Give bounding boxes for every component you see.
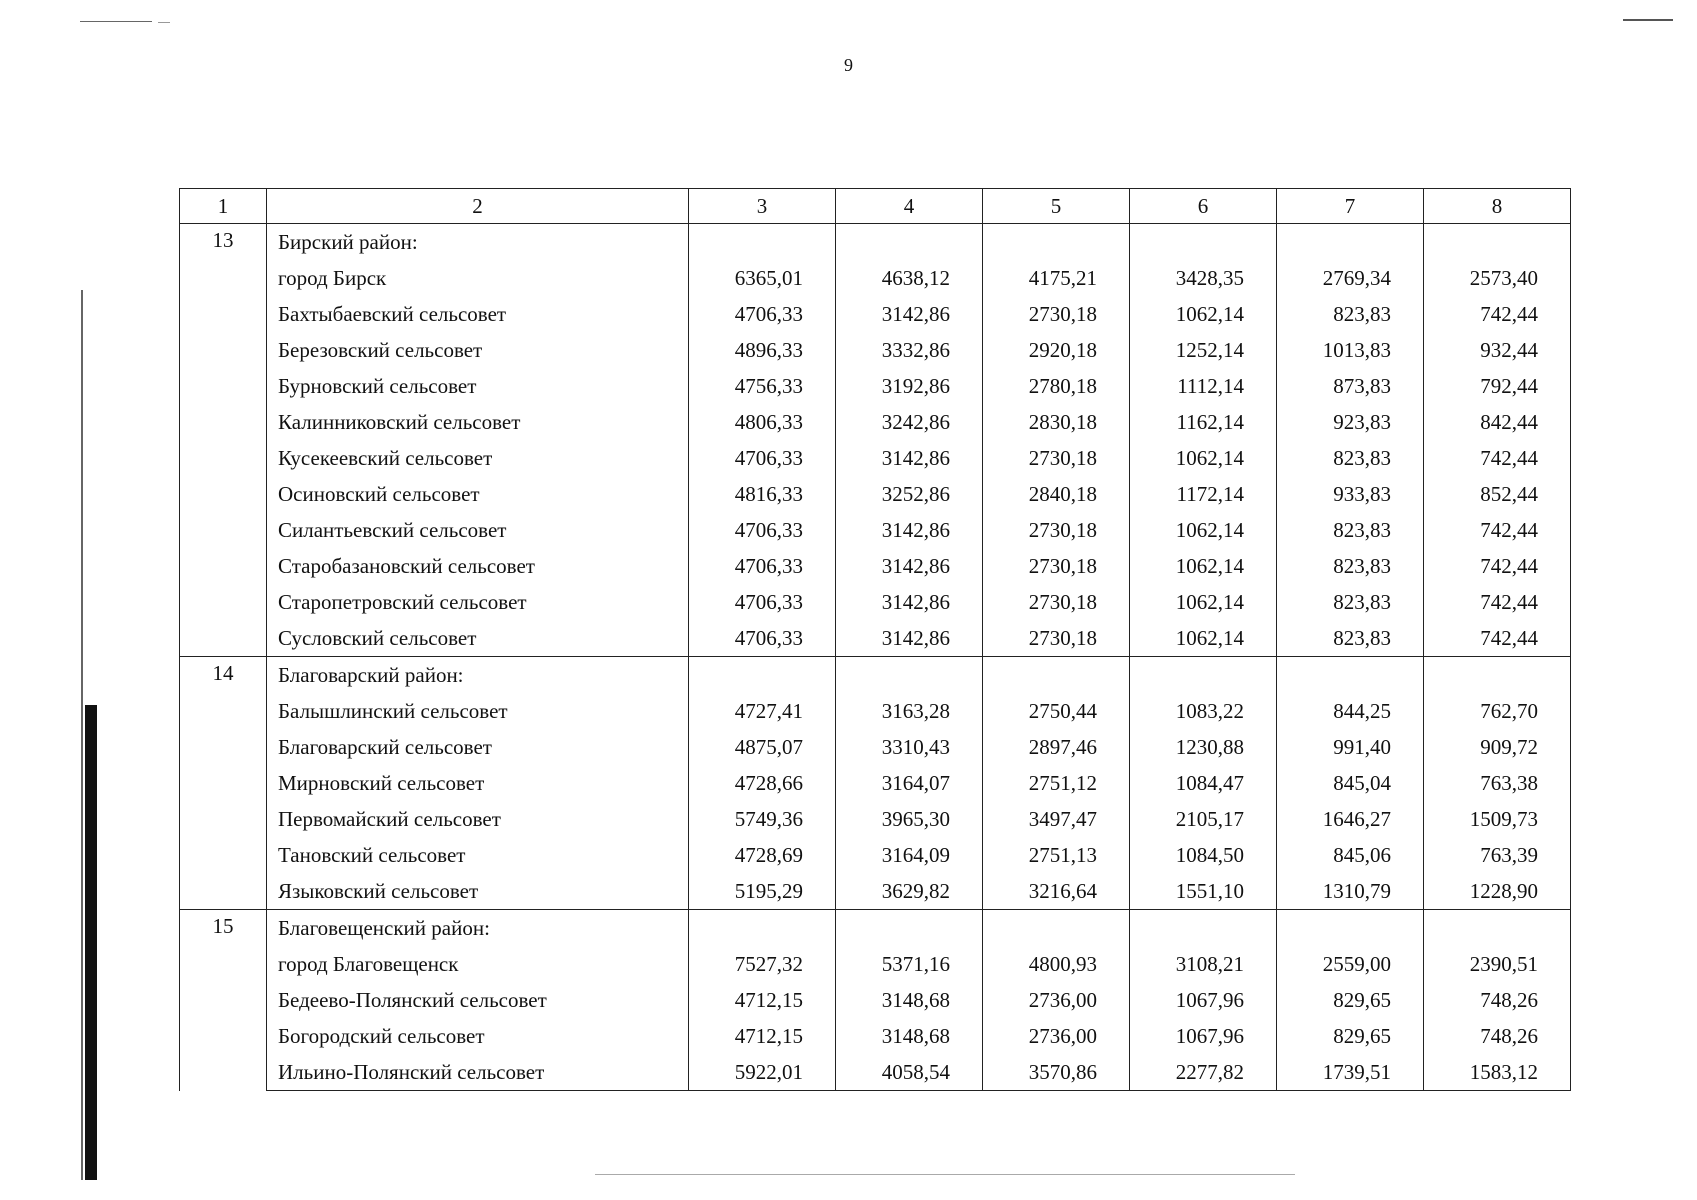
value-cell: 4058,54 — [836, 1054, 983, 1091]
table-row — [180, 729, 1571, 765]
empty-cell — [689, 910, 836, 947]
settlement-name: город Бирск — [267, 260, 689, 296]
value-cell: 845,06 — [1277, 837, 1424, 873]
empty-cell — [1424, 657, 1571, 694]
value-cell: 3570,86 — [983, 1054, 1130, 1091]
value-cell: 742,44 — [1424, 296, 1571, 332]
value-cell: 823,83 — [1277, 584, 1424, 620]
district-title: Благоварский район: — [267, 657, 689, 694]
table-row — [180, 1018, 1571, 1054]
value-cell: 4712,15 — [689, 1018, 836, 1054]
settlement-name: Сусловский сельсовет — [267, 620, 689, 657]
district-title: Благовещенский район: — [267, 910, 689, 947]
value-cell: 1228,90 — [1424, 873, 1571, 910]
value-cell: 4706,33 — [689, 620, 836, 657]
value-cell: 1646,27 — [1277, 801, 1424, 837]
value-cell: 3142,86 — [836, 512, 983, 548]
table-row — [180, 512, 1571, 548]
empty-cell — [983, 224, 1130, 261]
table-row — [180, 982, 1571, 1018]
tariff-table — [179, 188, 1571, 1091]
value-cell: 3142,86 — [836, 440, 983, 476]
value-cell: 932,44 — [1424, 332, 1571, 368]
value-cell: 7527,32 — [689, 946, 836, 982]
column-header: 8 — [1424, 189, 1571, 224]
value-cell: 4806,33 — [689, 404, 836, 440]
value-cell: 763,39 — [1424, 837, 1571, 873]
value-cell: 6365,01 — [689, 260, 836, 296]
table-row — [180, 620, 1571, 657]
value-cell: 1084,47 — [1130, 765, 1277, 801]
value-cell: 2780,18 — [983, 368, 1130, 404]
value-cell: 763,38 — [1424, 765, 1571, 801]
table-row — [180, 584, 1571, 620]
value-cell: 852,44 — [1424, 476, 1571, 512]
value-cell: 3965,30 — [836, 801, 983, 837]
settlement-name: Благоварский сельсовет — [267, 729, 689, 765]
value-cell: 923,83 — [1277, 404, 1424, 440]
column-header: 3 — [689, 189, 836, 224]
value-cell: 1067,96 — [1130, 982, 1277, 1018]
table-row — [180, 296, 1571, 332]
value-cell: 762,70 — [1424, 693, 1571, 729]
value-cell: 842,44 — [1424, 404, 1571, 440]
value-cell: 1172,14 — [1130, 476, 1277, 512]
value-cell: 844,25 — [1277, 693, 1424, 729]
value-cell: 2769,34 — [1277, 260, 1424, 296]
table-row — [180, 946, 1571, 982]
table-row — [180, 548, 1571, 584]
scan-binding-edge — [85, 705, 97, 1180]
value-cell: 3142,86 — [836, 620, 983, 657]
value-cell: 2730,18 — [983, 620, 1130, 657]
district-title-row — [180, 657, 1571, 694]
value-cell: 5749,36 — [689, 801, 836, 837]
value-cell: 829,65 — [1277, 1018, 1424, 1054]
value-cell: 4712,15 — [689, 982, 836, 1018]
value-cell: 909,72 — [1424, 729, 1571, 765]
value-cell: 2920,18 — [983, 332, 1130, 368]
value-cell: 4706,33 — [689, 584, 836, 620]
value-cell: 2751,13 — [983, 837, 1130, 873]
value-cell: 4875,07 — [689, 729, 836, 765]
settlement-name: Ильино-Полянский сельсовет — [267, 1054, 689, 1091]
value-cell: 3216,64 — [983, 873, 1130, 910]
empty-cell — [1130, 910, 1277, 947]
value-cell: 845,04 — [1277, 765, 1424, 801]
value-cell: 2277,82 — [1130, 1054, 1277, 1091]
value-cell: 1583,12 — [1424, 1054, 1571, 1091]
value-cell: 823,83 — [1277, 620, 1424, 657]
table-row — [180, 260, 1571, 296]
value-cell: 3629,82 — [836, 873, 983, 910]
column-header: 6 — [1130, 189, 1277, 224]
table-row — [180, 765, 1571, 801]
empty-cell — [1277, 657, 1424, 694]
empty-cell — [689, 657, 836, 694]
scan-artifact-edge — [81, 290, 83, 1180]
district-group — [180, 657, 1571, 910]
scan-artifact-line — [1623, 19, 1673, 21]
value-cell: 4728,69 — [689, 837, 836, 873]
value-cell: 748,26 — [1424, 982, 1571, 1018]
district-group — [180, 224, 1571, 657]
value-cell: 5195,29 — [689, 873, 836, 910]
value-cell: 3428,35 — [1130, 260, 1277, 296]
value-cell: 2750,44 — [983, 693, 1130, 729]
value-cell: 823,83 — [1277, 548, 1424, 584]
value-cell: 2730,18 — [983, 584, 1130, 620]
value-cell: 3252,86 — [836, 476, 983, 512]
column-header: 2 — [267, 189, 689, 224]
value-cell: 2830,18 — [983, 404, 1130, 440]
value-cell: 792,44 — [1424, 368, 1571, 404]
value-cell: 2736,00 — [983, 1018, 1130, 1054]
value-cell: 3192,86 — [836, 368, 983, 404]
value-cell: 1062,14 — [1130, 512, 1277, 548]
settlement-name: Балышлинский сельсовет — [267, 693, 689, 729]
value-cell: 1112,14 — [1130, 368, 1277, 404]
value-cell: 2730,18 — [983, 296, 1130, 332]
value-cell: 1062,14 — [1130, 296, 1277, 332]
value-cell: 4800,93 — [983, 946, 1130, 982]
empty-cell — [1424, 910, 1571, 947]
settlement-name: Бахтыбаевский сельсовет — [267, 296, 689, 332]
empty-cell — [836, 657, 983, 694]
value-cell: 823,83 — [1277, 440, 1424, 476]
table-row — [180, 404, 1571, 440]
value-cell: 4706,33 — [689, 512, 836, 548]
value-cell: 1067,96 — [1130, 1018, 1277, 1054]
column-number-header-row — [180, 189, 1571, 224]
settlement-name: город Благовещенск — [267, 946, 689, 982]
table-row — [180, 476, 1571, 512]
value-cell: 2751,12 — [983, 765, 1130, 801]
value-cell: 4816,33 — [689, 476, 836, 512]
table-row — [180, 801, 1571, 837]
empty-cell — [1277, 910, 1424, 947]
settlement-name: Березовский сельсовет — [267, 332, 689, 368]
empty-cell — [836, 910, 983, 947]
value-cell: 1162,14 — [1130, 404, 1277, 440]
value-cell: 2390,51 — [1424, 946, 1571, 982]
value-cell: 5371,16 — [836, 946, 983, 982]
column-header: 5 — [983, 189, 1130, 224]
value-cell: 1252,14 — [1130, 332, 1277, 368]
value-cell: 2736,00 — [983, 982, 1130, 1018]
table-row — [180, 693, 1571, 729]
value-cell: 3108,21 — [1130, 946, 1277, 982]
district-title-row — [180, 910, 1571, 947]
settlement-name: Осиновский сельсовет — [267, 476, 689, 512]
value-cell: 823,83 — [1277, 296, 1424, 332]
page-number: 9 — [844, 55, 853, 75]
value-cell: 3242,86 — [836, 404, 983, 440]
settlement-name: Калинниковский сельсовет — [267, 404, 689, 440]
value-cell: 742,44 — [1424, 512, 1571, 548]
value-cell: 3497,47 — [983, 801, 1130, 837]
value-cell: 991,40 — [1277, 729, 1424, 765]
value-cell: 4727,41 — [689, 693, 836, 729]
table-row — [180, 1054, 1571, 1091]
value-cell: 2897,46 — [983, 729, 1130, 765]
value-cell: 742,44 — [1424, 584, 1571, 620]
district-number: 13 — [180, 224, 267, 657]
value-cell: 5922,01 — [689, 1054, 836, 1091]
settlement-name: Мирновский сельсовет — [267, 765, 689, 801]
value-cell: 3310,43 — [836, 729, 983, 765]
table-row — [180, 837, 1571, 873]
value-cell: 3163,28 — [836, 693, 983, 729]
value-cell: 1062,14 — [1130, 620, 1277, 657]
empty-cell — [1130, 224, 1277, 261]
table-row — [180, 873, 1571, 910]
district-number: 14 — [180, 657, 267, 910]
scan-artifact-line — [595, 1174, 1295, 1175]
empty-cell — [689, 224, 836, 261]
value-cell: 823,83 — [1277, 512, 1424, 548]
value-cell: 2105,17 — [1130, 801, 1277, 837]
value-cell: 4706,33 — [689, 296, 836, 332]
district-title-row — [180, 224, 1571, 261]
settlement-name: Бурновский сельсовет — [267, 368, 689, 404]
settlement-name: Языковский сельсовет — [267, 873, 689, 910]
value-cell: 748,26 — [1424, 1018, 1571, 1054]
value-cell: 1509,73 — [1424, 801, 1571, 837]
value-cell: 3142,86 — [836, 548, 983, 584]
value-cell: 2730,18 — [983, 512, 1130, 548]
value-cell: 1062,14 — [1130, 584, 1277, 620]
empty-cell — [983, 910, 1130, 947]
value-cell: 3142,86 — [836, 584, 983, 620]
table-row — [180, 332, 1571, 368]
value-cell: 3148,68 — [836, 1018, 983, 1054]
scan-artifact-line — [158, 22, 170, 23]
district-title: Бирский район: — [267, 224, 689, 261]
value-cell: 3148,68 — [836, 982, 983, 1018]
column-header: 7 — [1277, 189, 1424, 224]
value-cell: 4706,33 — [689, 548, 836, 584]
value-cell: 4638,12 — [836, 260, 983, 296]
value-cell: 933,83 — [1277, 476, 1424, 512]
scan-artifact-line — [80, 21, 152, 22]
empty-cell — [1277, 224, 1424, 261]
value-cell: 1551,10 — [1130, 873, 1277, 910]
table-row — [180, 368, 1571, 404]
value-cell: 3332,86 — [836, 332, 983, 368]
value-cell: 2840,18 — [983, 476, 1130, 512]
value-cell: 1310,79 — [1277, 873, 1424, 910]
value-cell: 1083,22 — [1130, 693, 1277, 729]
value-cell: 4706,33 — [689, 440, 836, 476]
value-cell: 2730,18 — [983, 440, 1130, 476]
value-cell: 1084,50 — [1130, 837, 1277, 873]
value-cell: 3164,07 — [836, 765, 983, 801]
settlement-name: Старобазановский сельсовет — [267, 548, 689, 584]
district-group — [180, 910, 1571, 1091]
value-cell: 4175,21 — [983, 260, 1130, 296]
value-cell: 1013,83 — [1277, 332, 1424, 368]
value-cell: 1062,14 — [1130, 440, 1277, 476]
settlement-name: Первомайский сельсовет — [267, 801, 689, 837]
column-header: 4 — [836, 189, 983, 224]
settlement-name: Бедеево-Полянский сельсовет — [267, 982, 689, 1018]
value-cell: 742,44 — [1424, 620, 1571, 657]
value-cell: 1230,88 — [1130, 729, 1277, 765]
empty-cell — [983, 657, 1130, 694]
value-cell: 3164,09 — [836, 837, 983, 873]
value-cell: 2573,40 — [1424, 260, 1571, 296]
district-number: 15 — [180, 910, 267, 1091]
empty-cell — [836, 224, 983, 261]
settlement-name: Старопетровский сельсовет — [267, 584, 689, 620]
table-row — [180, 440, 1571, 476]
value-cell: 2559,00 — [1277, 946, 1424, 982]
value-cell: 1739,51 — [1277, 1054, 1424, 1091]
value-cell: 4728,66 — [689, 765, 836, 801]
value-cell: 3142,86 — [836, 296, 983, 332]
value-cell: 2730,18 — [983, 548, 1130, 584]
settlement-name: Силантьевский сельсовет — [267, 512, 689, 548]
value-cell: 742,44 — [1424, 548, 1571, 584]
column-header: 1 — [180, 189, 267, 224]
empty-cell — [1424, 224, 1571, 261]
settlement-name: Тановский сельсовет — [267, 837, 689, 873]
value-cell: 873,83 — [1277, 368, 1424, 404]
empty-cell — [1130, 657, 1277, 694]
settlement-name: Кусекеевский сельсовет — [267, 440, 689, 476]
settlement-name: Богородский сельсовет — [267, 1018, 689, 1054]
value-cell: 1062,14 — [1130, 548, 1277, 584]
value-cell: 4896,33 — [689, 332, 836, 368]
value-cell: 742,44 — [1424, 440, 1571, 476]
value-cell: 4756,33 — [689, 368, 836, 404]
value-cell: 829,65 — [1277, 982, 1424, 1018]
